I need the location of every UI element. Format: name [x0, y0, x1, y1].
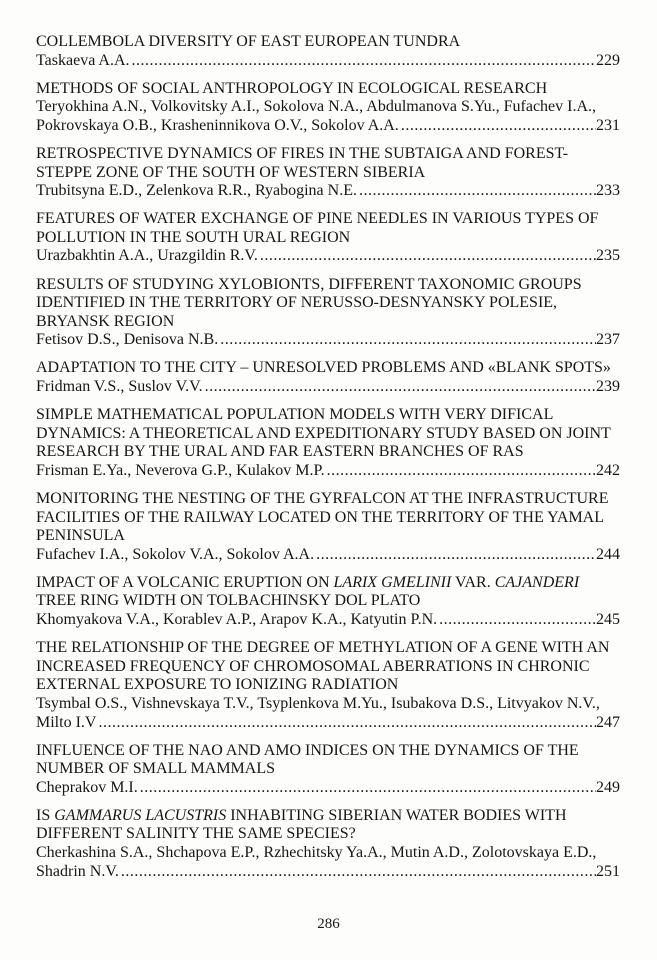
toc-entry [36, 33, 620, 70]
title-segment: INHABITING SIBERIAN WATER BODIES WITH DIFFERENT SALINITY THE SAME SPECIES? [36, 806, 567, 843]
toc-entry-title [36, 639, 620, 695]
toc-entry-leader-line [36, 779, 620, 798]
toc-entry-title [36, 406, 620, 462]
title-segment: TREE RING WIDTH ON TOLBACHINSKY DOL PLATO [36, 592, 421, 610]
title-segment: ADAPTATION TO THE CITY – UNRESOLVED PROBLEMS AND «BLANK SPOTS» [36, 359, 611, 377]
toc-entry-authors: Milto I.V [36, 713, 97, 731]
footer-page-number: 286 [317, 916, 340, 933]
toc-entry-title [36, 807, 620, 844]
toc-entry-title [36, 742, 620, 779]
toc-entry [36, 490, 620, 564]
toc-entry-authors: Fridman V.S., Suslov V.V. [36, 378, 203, 395]
toc-entry-authors: Tsymbal O.S., Vishnevskaya T.V., Tsyplenkova M.Yu., Isubakova D.S., Litvyakov N.V., [36, 694, 600, 712]
toc-entry-page-number: 231 [596, 116, 620, 134]
toc-entry-title [36, 145, 620, 182]
toc-entry-authors: Shadrin N.V. [36, 862, 119, 880]
toc-entry-leader-line [36, 182, 620, 201]
dot-leader [205, 378, 596, 397]
toc-entry-leader-line [36, 378, 620, 397]
title-segment: FEATURES OF WATER EXCHANGE OF PINE NEEDLES IN VARIOUS TYPES OF POLLUTION IN THE SOUTH URAL REGION [36, 210, 599, 246]
toc-list [36, 33, 620, 881]
toc-entry [36, 574, 620, 630]
dot-leader [327, 462, 596, 481]
title-segment: RETROSPECTIVE DYNAMICS OF FIRES IN THE SUBTAIGA AND FOREST-STEPPE ZONE OF THE SOUTH OF WESTERN SIBERIA [36, 144, 569, 181]
toc-entry-page-number: 251 [596, 862, 620, 880]
toc-entry-title [36, 210, 620, 247]
toc-entry-leader-line [36, 117, 620, 136]
title-segment: SIMPLE MATHEMATICAL POPULATION MODELS WITH VERY DIFICAL DYNAMICS: A THEORETICAL AND EXPEDITIONARY STUDY BASED ON JOINT RESEARCH BY THE URAL AND FAR EASTERN BRANCHES OF RAS [36, 406, 611, 461]
toc-entry-page-number: 233 [596, 182, 620, 200]
toc-entry-authors: Fufachev I.A., Sokolov V.A., Sokolov A.A. [36, 545, 315, 563]
toc-entry-page-number: 244 [596, 545, 620, 563]
toc-entry-authors: Trubitsyna E.D., Zelenkova R.R., Ryabogina N.E. [36, 182, 357, 200]
toc-entry-authors: Urazbakhtin A.A., Urazgildin R.V. [36, 247, 258, 265]
title-segment: RESULTS OF STUDYING XYLOBIONTS, DIFFERENT TAXONOMIC GROUPS IDENTIFIED IN THE TERRITORY OF NERUSSO-DESNYANSKY POLESIE, BRYANSK REGION [36, 275, 582, 330]
toc-entry-leader-line [36, 863, 620, 882]
toc-entry-page-number: 237 [596, 331, 620, 349]
toc-entry [36, 276, 620, 350]
toc-entry-title [36, 574, 620, 611]
toc-entry-authors: Pokrovskaya O.B., Krasheninnikova O.V., Sokolov A.A. [36, 116, 399, 134]
title-italic-segment: CAJANDERI [494, 573, 580, 591]
toc-entry [36, 145, 620, 201]
toc-entry-leader-line [36, 331, 620, 350]
title-segment: COLLEMBOLA DIVERSITY OF EAST EUROPEAN TUNDRA [36, 33, 461, 50]
toc-entry-authors: Taskaeva A.A. [36, 51, 130, 69]
toc-entry [36, 80, 620, 136]
toc-entry-leader-line [36, 462, 620, 481]
dot-leader [132, 52, 596, 71]
toc-entry-leader-line [36, 247, 620, 266]
dot-leader [401, 117, 596, 136]
title-italic-segment: GAMMARUS LACUSTRIS [54, 806, 227, 824]
toc-entry-authors: Khomyakova V.A., Korablev A.P., Arapov K.A., Katyutin P.N. [36, 611, 438, 629]
toc-entry-page-number: 242 [596, 461, 620, 479]
toc-entry-leader-line [36, 611, 620, 630]
dot-leader [439, 611, 596, 630]
dot-leader [260, 247, 596, 266]
toc-entry-page-number: 249 [596, 778, 620, 796]
dot-leader [359, 182, 596, 201]
title-segment: IS [36, 806, 55, 824]
dot-leader [98, 714, 596, 733]
toc-entry-title [36, 33, 620, 52]
toc-entry-authors: Cheprakov M.I. [36, 778, 138, 796]
title-segment: VAR. [451, 573, 495, 591]
toc-entry-title [36, 359, 620, 378]
toc-entry-authors: Frisman E.Ya., Neverova G.P., Kulakov M.P. [36, 461, 325, 479]
title-segment: THE RELATIONSHIP OF THE DEGREE OF METHYLATION OF A GENE WITH AN INCREASED FREQUENCY OF CHROMOSOMAL ABERRATIONS IN CHRONIC EXTERNAL EXPOSURE TO IONIZING RADIATION [36, 639, 610, 694]
dot-leader [316, 546, 596, 565]
toc-entry [36, 359, 620, 396]
title-segment: METHODS OF SOCIAL ANTHROPOLOGY IN ECOLOGICAL RESEARCH [36, 79, 548, 97]
title-segment: IMPACT OF A VOLCANIC ERUPTION ON [36, 573, 334, 591]
toc-entry [36, 742, 620, 798]
toc-entry-title [36, 490, 620, 546]
toc-entry-page-number: 239 [596, 378, 620, 395]
toc-entry-page-number: 247 [596, 713, 620, 731]
toc-entry-authors: Teryokhina A.N., Volkovitsky A.I., Sokolova N.A., Abdulmanova S.Yu., Fufachev I.A., [36, 98, 597, 116]
toc-entry-title [36, 276, 620, 332]
toc-entry-authors: Cherkashina S.A., Shchapova E.P., Rzhechitsky Ya.A., Mutin A.D., Zolotovskaya E.D., [36, 844, 597, 862]
toc-entry [36, 639, 620, 732]
toc-entry-page-number: 235 [596, 247, 620, 265]
dot-leader [140, 779, 596, 798]
title-segment: MONITORING THE NESTING OF THE GYRFALCON AT THE INFRASTRUCTURE FACILITIES OF THE RAILWAY LOCATED ON THE TERRITORY OF THE YAMAL PENINSULA [36, 489, 609, 545]
dot-leader [121, 863, 596, 882]
toc-entry-leader-line [36, 52, 620, 71]
toc-entry [36, 807, 620, 881]
toc-entry-title [36, 80, 620, 99]
toc-entry [36, 406, 620, 480]
toc-entry-leader-line [36, 546, 620, 565]
title-segment: INFLUENCE OF THE NAO AND AMO INDICES ON THE DYNAMICS OF THE NUMBER OF SMALL MAMMALS [36, 741, 579, 778]
toc-entry-leader-line [36, 714, 620, 733]
title-italic-segment: LARIX GMELINII [333, 573, 452, 591]
toc-entry-authors: Fetisov D.S., Denisova N.B. [36, 331, 219, 349]
dot-leader [220, 331, 596, 350]
toc-entry-page-number: 229 [596, 51, 620, 69]
toc-entry [36, 210, 620, 266]
toc-entry-page-number: 245 [596, 611, 620, 629]
